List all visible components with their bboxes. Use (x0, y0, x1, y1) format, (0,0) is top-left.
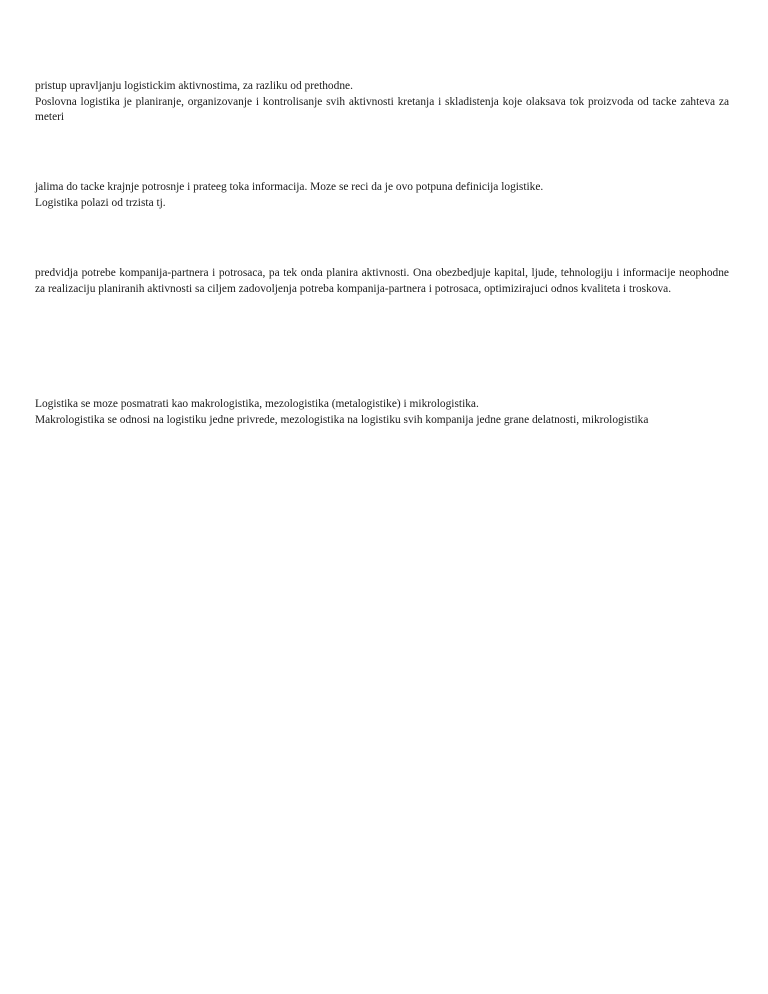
paragraph-line: Logistika polazi od trzista tj. (35, 196, 166, 209)
text-block-3 (35, 266, 729, 297)
paragraph-line: pristup upravljanju logistickim aktivnostima, za razliku od prethodne. (35, 80, 353, 92)
text-block-2 (35, 180, 729, 211)
paragraph-logistics-definition: Poslovna logistika je planiranje, organizovanje i kontrolisanje svih aktivnosti kretanja i skladistenja koje olaksava tok proizvoda od tacke zahteva za meteri (35, 95, 729, 123)
paragraph-line: jalima do tacke krajnje potrosnje i prateeg toka informacija. Moze se reci da je ovo potpuna definicija logistike. (35, 181, 544, 193)
text-block-4 (35, 397, 729, 428)
paragraph-line: Logistika se moze posmatrati kao makrologistika, mezologistika (metalogistike) i mikrologistika. (35, 398, 479, 410)
paragraph-market-needs: predvidja potrebe kompanija-partnera i potrosaca, pa tek onda planira aktivnosti. Ona obezbedjuje kapital, ljude, tehnologiju i informacije neophodne za realizaciju planiranih aktivnosti sa ciljem zadovoljenja potreba kompanija-partnera i potrosaca, optimizirajuci odnos kvaliteta i troskova. (35, 267, 729, 295)
text-block-1 (35, 79, 729, 126)
paragraph-line: Makrologistika se odnosi na logistiku jedne privrede, mezologistika na logistiku svih kompanija jedne grane delatnosti, mikrologistika (35, 413, 649, 426)
